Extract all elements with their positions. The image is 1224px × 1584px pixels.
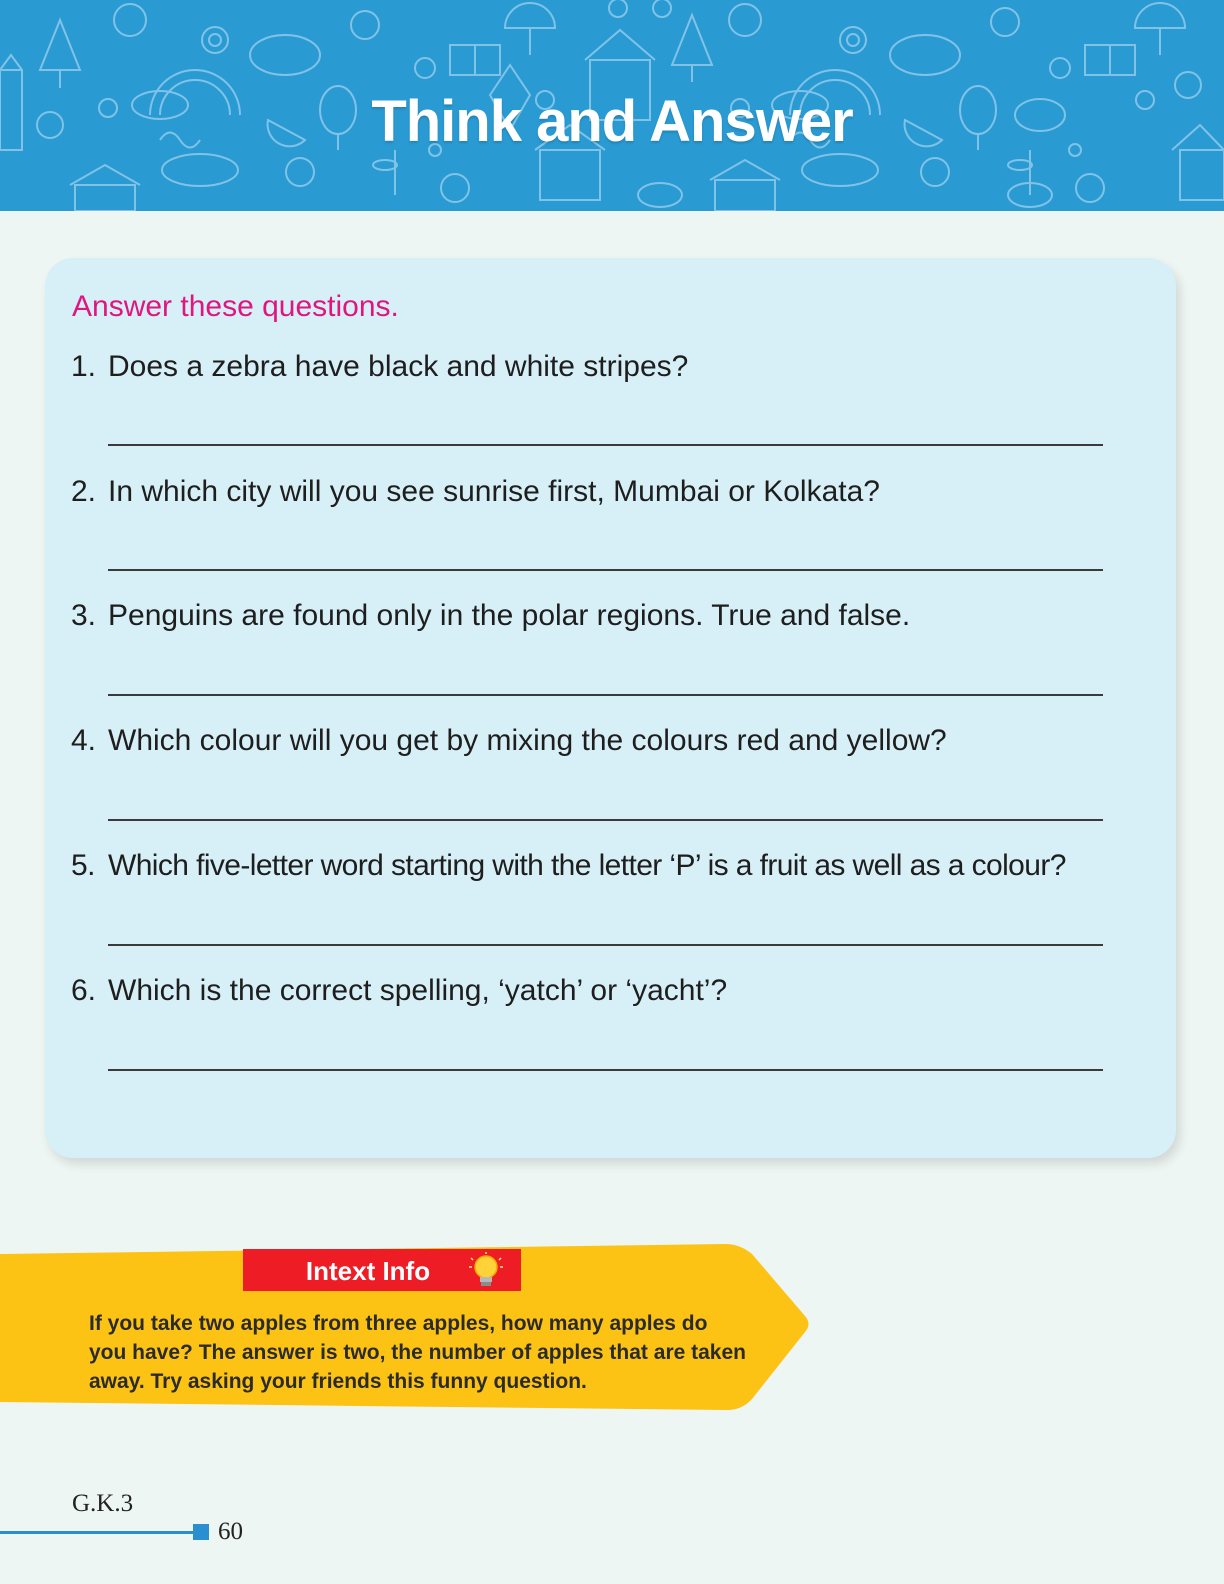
page-title: Think and Answer	[371, 89, 853, 154]
footer-rule	[0, 1531, 195, 1534]
question-text: Which is the correct spelling, ‘yatch’ or ‘yacht’?	[108, 974, 728, 1007]
question-number: 4.	[71, 724, 97, 757]
header-banner	[0, 0, 1224, 211]
page-marker-icon	[193, 1524, 209, 1540]
question-6	[71, 974, 727, 1008]
question-number: 5.	[71, 849, 95, 882]
question-text: Does a zebra have black and white stripes?	[108, 350, 689, 383]
question-number: 2.	[71, 475, 97, 508]
question-text: In which city will you see sunrise first, Mumbai or Kolkata?	[108, 475, 880, 508]
question-4	[71, 724, 947, 758]
answer-line-6[interactable]	[108, 1069, 1103, 1071]
intext-info-label: Intext Info	[305, 1256, 431, 1286]
question-1	[71, 350, 688, 384]
question-text: Which colour will you get by mixing the colours red and yellow?	[108, 724, 947, 757]
book-label: G.K.3	[72, 1490, 134, 1517]
answer-line-4[interactable]	[108, 819, 1103, 821]
answer-line-5[interactable]	[108, 944, 1103, 946]
question-number: 1.	[71, 350, 97, 383]
intext-info-tag	[243, 1249, 521, 1291]
answer-line-3[interactable]	[108, 694, 1103, 696]
question-2	[71, 475, 880, 509]
question-text: Penguins are found only in the polar regions. True and false.	[108, 599, 911, 632]
instruction-text: Answer these questions.	[72, 290, 399, 323]
intext-info-text: If you take two apples from three apples, how many apples do you have? The answer is two, the number of apples that are taken away. Try asking your friends this funny question.	[89, 1312, 746, 1393]
question-number: 6.	[71, 974, 97, 1007]
questions-panel	[45, 258, 1176, 1158]
answer-line-1[interactable]	[108, 444, 1103, 446]
page-number: 60	[218, 1518, 243, 1545]
question-5	[71, 849, 1066, 883]
answer-line-2[interactable]	[108, 569, 1103, 571]
question-text: Which five-letter word starting with the letter ‘P’ is a fruit as well as a colour?	[108, 849, 1066, 882]
question-number: 3.	[71, 599, 97, 632]
lightbulb-icon	[468, 1252, 504, 1290]
question-3	[71, 599, 910, 633]
